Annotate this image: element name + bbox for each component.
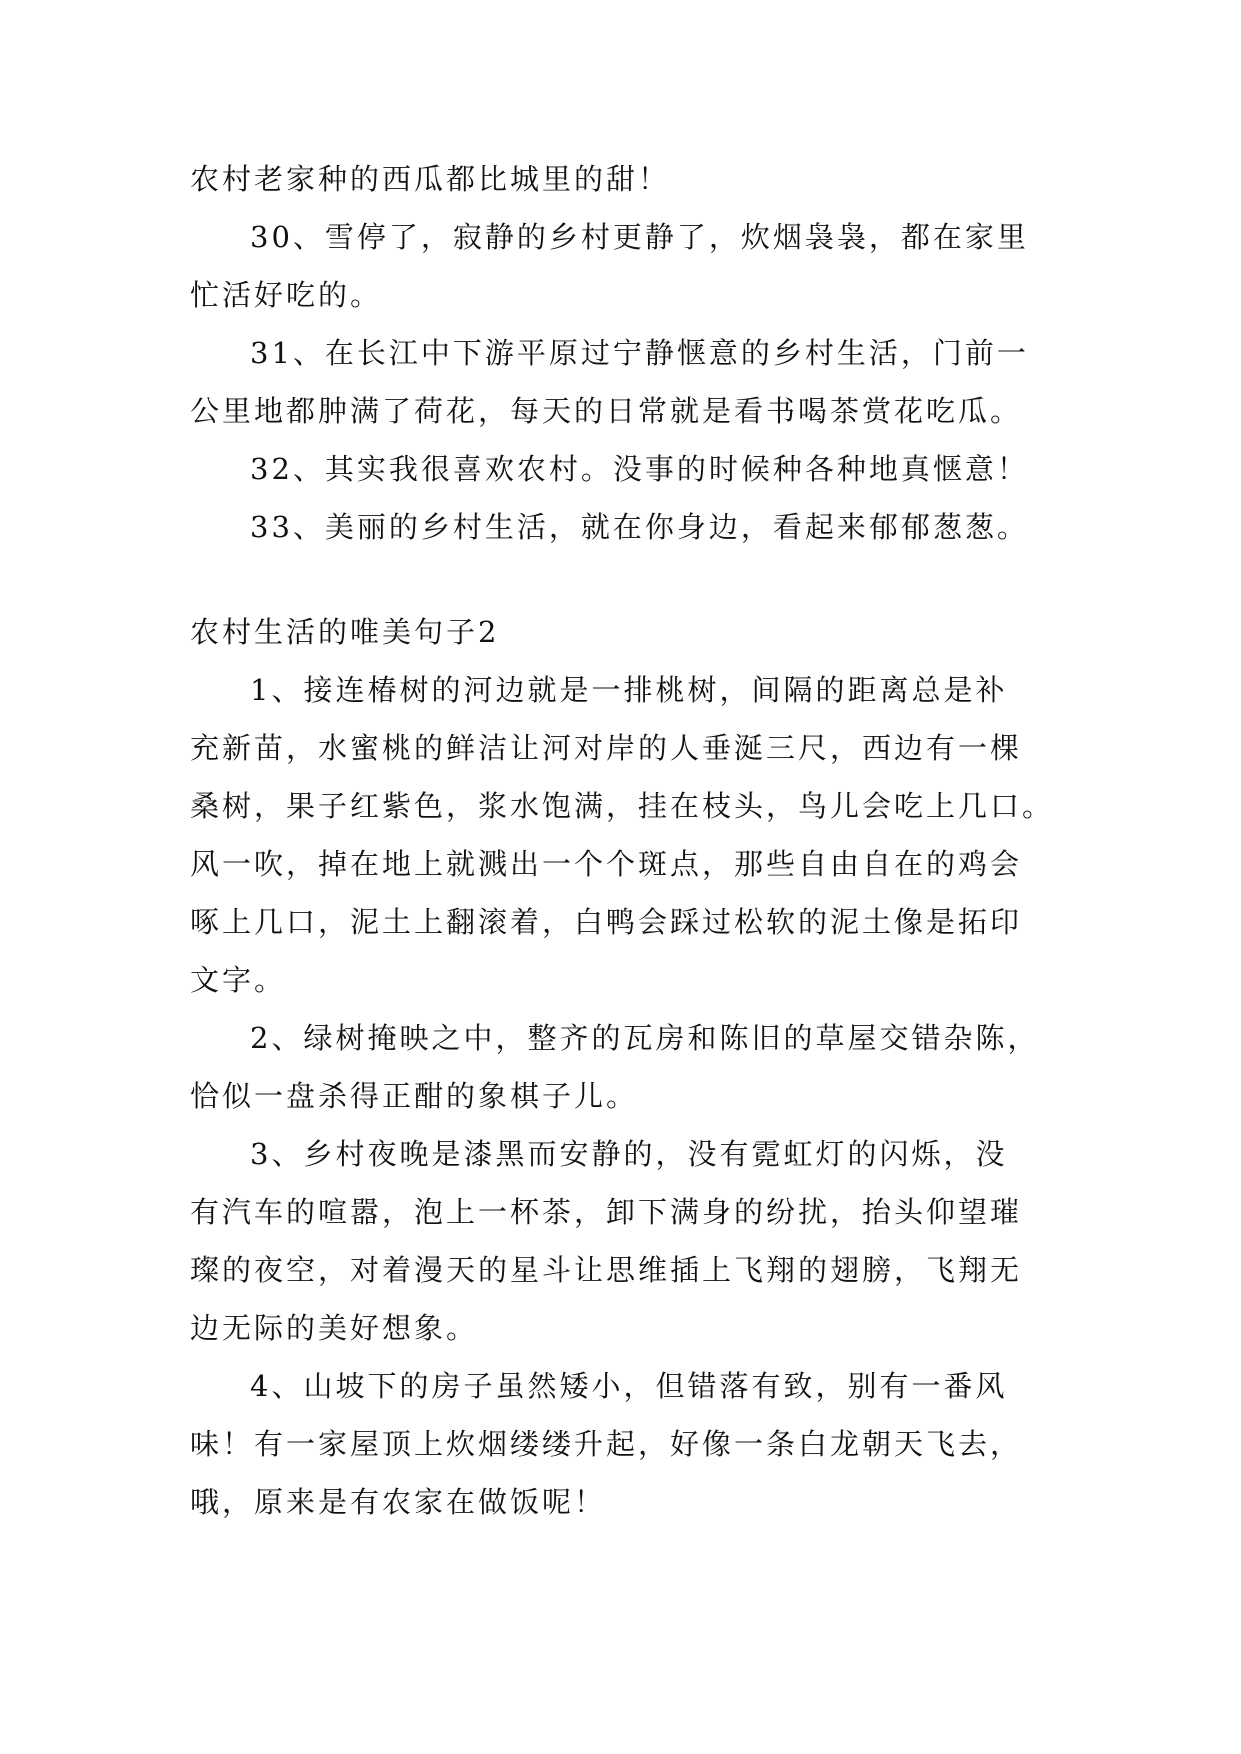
section-spacer [190, 556, 1070, 603]
paragraph-line: 哦，原来是有农家在做饭呢！ [190, 1485, 607, 1519]
paragraph-line: 2、绿树掩映之中，整齐的瓦房和陈旧的草屋交错杂陈， [250, 1021, 1040, 1055]
paragraph-line: 璨的夜空，对着漫天的星斗让思维插上飞翔的翅膀，飞翔无 [190, 1253, 1023, 1287]
paragraph-line: 恰似一盘杀得正酣的象棋子儿。 [190, 1079, 639, 1113]
paragraph-line: 31、在长江中下游平原过宁静惬意的乡村生活，门前一 [250, 336, 1029, 370]
paragraph-line: 4、山坡下的房子虽然矮小，但错落有致，别有一番风 [250, 1369, 1008, 1403]
section-heading: 农村生活的唯美句子2 [190, 615, 500, 649]
paragraph-line: 忙活好吃的。 [190, 278, 383, 312]
paragraph-line: 30、雪停了，寂静的乡村更静了，炊烟袅袅，都在家里 [250, 220, 1029, 254]
paragraph-line: 32、其实我很喜欢农村。没事的时候种各种地真惬意！ [250, 452, 1029, 486]
paragraph-line: 充新苗，水蜜桃的鲜洁让河对岸的人垂涎三尺，西边有一棵 [190, 731, 1023, 765]
paragraph-line: 啄上几口，泥土上翻滚着，白鸭会踩过松软的泥土像是拓印 [190, 905, 1023, 939]
paragraph-line: 有汽车的喧嚣，泡上一杯茶，卸下满身的纷扰，抬头仰望璀 [190, 1195, 1023, 1229]
paragraph-line: 公里地都肿满了荷花，每天的日常就是看书喝茶赏花吃瓜。 [190, 394, 1023, 428]
document-page [190, 150, 1070, 1531]
paragraph-line: 边无际的美好想象。 [190, 1311, 479, 1345]
paragraph-line: 农村老家种的西瓜都比城里的甜！ [190, 162, 671, 196]
paragraph-line: 33、美丽的乡村生活，就在你身边，看起来郁郁葱葱。 [250, 510, 1029, 544]
paragraph-line: 风一吹，掉在地上就溅出一个个斑点，那些自由自在的鸡会 [190, 847, 1023, 881]
paragraph-line: 味！有一家屋顶上炊烟缕缕升起，好像一条白龙朝天飞去， [190, 1427, 1023, 1461]
paragraph-line: 1、接连椿树的河边就是一排桃树，间隔的距离总是补 [250, 673, 1008, 707]
paragraph-line: 3、乡村夜晚是漆黑而安静的，没有霓虹灯的闪烁，没 [250, 1137, 1008, 1171]
paragraph-line: 文字。 [190, 963, 287, 997]
paragraph-line: 桑树，果子红紫色，浆水饱满，挂在枝头，鸟儿会吃上几口。 [190, 789, 1055, 823]
